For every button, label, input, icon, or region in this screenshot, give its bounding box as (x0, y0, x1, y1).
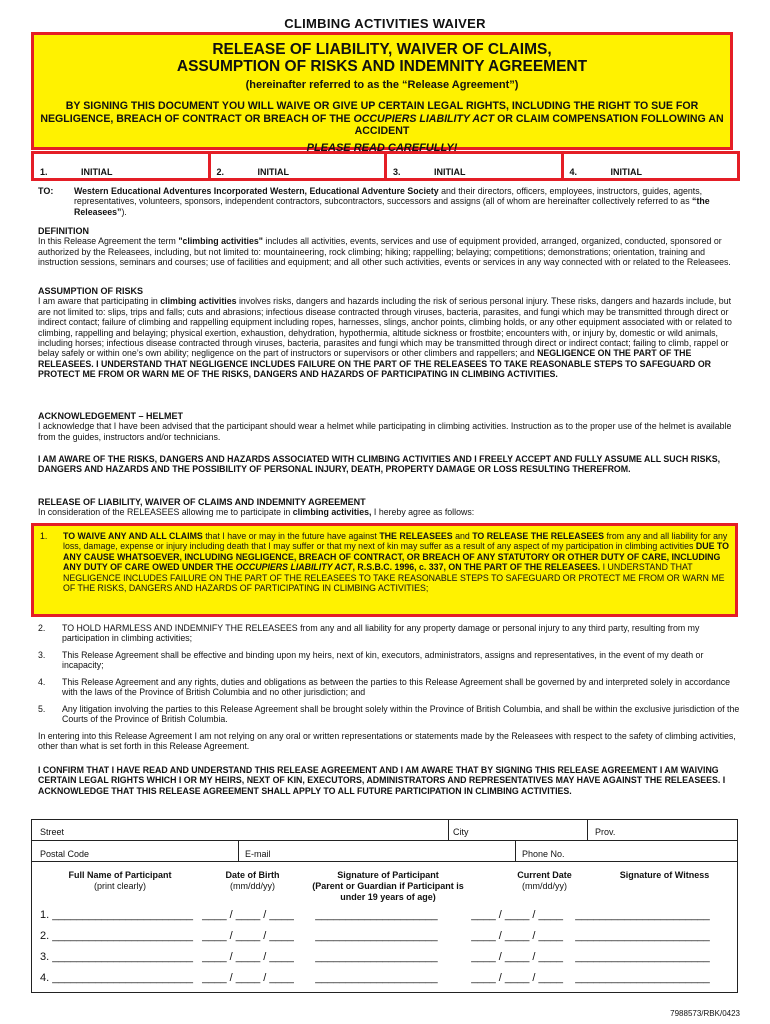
row-number: 1. (40, 909, 50, 921)
waiver-clause-box (31, 523, 738, 617)
divider (238, 841, 239, 861)
participant-row-4[interactable]: 4. _______________________ ____ / ____ / ____ ____________________ ____ / ____ / ____ ______________________ (40, 972, 710, 984)
warning-text-b: OR CLAIM COMPENSATION FOLLOWING AN ACCIDENT (354, 112, 724, 137)
participant-row-3[interactable]: 3. _______________________ ____ / ____ / ____ ____________________ ____ / ____ / ____ ______________________ (40, 951, 710, 963)
warning-text-a: BY SIGNING THIS DOCUMENT YOU WILL WAIVE OR GIVE UP CERTAIN LEGAL RIGHTS, INCLUDING THE RIGHT TO SUE FOR NEGLIGENCE, BREACH OF CONTRACT OR BREACH OF THE (40, 100, 699, 125)
clause-number: 1. (40, 531, 48, 541)
assumption-text (38, 296, 744, 379)
clause-number: 2. (38, 623, 46, 633)
clause-number: 4. (38, 677, 46, 687)
column-current-date (492, 870, 597, 892)
initial-label: INITIAL (434, 167, 466, 177)
definition-text-b: includes all activities, events, services and use of equipment provided, arranged, organized, conducted, sponsored or authorized by the Releasees, including, but not limited to: mountaineering, rock climbing; hiking; rappelling; belaying; competitions; demonstrations; orientation, training and instruction sessions, seminars and courses; use of facilities and equipment; and all other such activities, events or services in any way connected with or related to the Releasees. (38, 236, 731, 268)
initial-box-2[interactable] (208, 151, 388, 181)
clause1-part: TO WAIVE ANY AND ALL CLAIMS (63, 531, 203, 541)
street-field[interactable]: Street (40, 827, 65, 837)
release-intro-a: In consideration of the RELEASEES allowing me to participate in (38, 507, 293, 518)
clause1-part: , R.S.B.C. 1996, c. 337, ON THE PART OF THE RELEASEES. (352, 562, 601, 573)
initial-label: INITIAL (81, 167, 113, 177)
definition-heading: DEFINITION (38, 226, 89, 236)
release-heading-line2: ASSUMPTION OF RISKS AND INDEMNITY AGREEMENT (176, 58, 588, 75)
participant-table (31, 861, 738, 993)
to-label: TO: (38, 186, 54, 196)
column-name (40, 870, 200, 892)
column-dob-sub: (mm/dd/yy) (230, 881, 275, 891)
participant-row-1[interactable]: 1. _______________________ ____ / ____ / ____ ____________________ ____ / ____ / ____ ______________________ (40, 909, 710, 921)
releasees-term: “the Releasees” (74, 196, 710, 217)
initial-number: 3. (393, 167, 401, 177)
initial-label: INITIAL (257, 167, 289, 177)
releasees-text: and their directors, officers, employees, instructors, guides, agents, representatives, volunteers, sponsors, independent contractors, subcontractors, successors and assigns (all of whom are hereinafter collectively referred to as (74, 186, 703, 207)
assumption-section (38, 286, 744, 380)
clause-2 (38, 623, 744, 644)
clause-4 (38, 677, 744, 698)
assumption-text-a: I am aware that participating in (38, 296, 161, 307)
definition-text (38, 236, 744, 267)
clause-text: This Release Agreement shall be effective and binding upon my heirs, next of kin, executors, administrators, assigns and representatives, in the event of my death or incapacity; (62, 650, 704, 671)
initial-label: INITIAL (610, 167, 642, 177)
column-signature-label: Signature of Participant (337, 870, 439, 880)
confirmation-statement: I CONFIRM THAT I HAVE READ AND UNDERSTAND THIS RELEASE AGREEMENT AND I AM AWARE THAT BY SIGNING THIS RELEASE AGREEMENT I AM WAIVING CERTAIN LEGAL RIGHTS WHICH I OR MY HEIRS, NEXT OF KIN, EXECUTORS, ADMINISTRATORS AND REPRESENTATIVES MAY HAVE AGAINST THE RELEASEES. I ACKNOWLEDGE THAT THIS RELEASE AGREEMENT SHALL APPLY TO ALL FUTURE PARTICIPATION IN CLIMBING ACTIVITIES. (38, 765, 726, 796)
helmet-heading: ACKNOWLEDGEMENT – HELMET (38, 411, 183, 421)
definition-text-a: In this Release Agreement the term (38, 236, 179, 247)
clause1-part: from any and all liability for any loss, damage, expense or injury including death that I may suffer or that my next of kin may suffer as a result of any aspect of my participation in climbing activities (63, 531, 728, 552)
form-code: 7988573/RBK/0423 (670, 1009, 740, 1018)
reliance-statement: In entering into this Release Agreement I am not relying on any oral or written representations or statements made by the Releasees with respect to the safety of climbing activities, other than what is set forth in this Release Agreement. (38, 731, 736, 752)
helmet-section (38, 411, 744, 442)
column-dob (200, 870, 305, 892)
release-heading (34, 41, 730, 75)
risk-acceptance-statement: I AM AWARE OF THE RISKS, DANGERS AND HAZARDS ASSOCIATED WITH CLIMBING ACTIVITIES AND I FREELY ACCEPT AND FULLY ASSUME ALL SUCH RISKS, DANGERS AND HAZARDS AND THE POSSIBILITY OF PERSONAL INJURY, DEATH, PROPERTY DAMAGE OR LOSS RESULTING THEREFROM. (38, 454, 721, 475)
row-number: 4. (40, 972, 50, 984)
column-witness (602, 870, 727, 881)
clause-text: Any litigation involving the parties to this Release Agreement shall be brought solely within the Province of British Columbia, and shall be within the exclusive jurisdiction of the Courts of the Province of British Columbia. (62, 704, 740, 725)
release-intro-b: I hereby agree as follows: (371, 507, 475, 518)
definition-section (38, 226, 744, 268)
organization-name: Western Educational Adventures Incorporated Western, Educational Adventure Society (74, 186, 439, 196)
column-name-label: Full Name of Participant (68, 870, 172, 880)
release-section (38, 497, 744, 518)
clause-text: This Release Agreement and any rights, duties and obligations as between the parties to this Release Agreement shall be governed by and interpreted solely in accordance with the laws of the Province of British Columbia and no other jurisdiction; and (62, 677, 730, 698)
releasees-end: ). (121, 206, 127, 217)
clause-number: 5. (38, 704, 46, 714)
assumption-text-b: involves risks, dangers and hazards including the risk of serious personal injury. These risks, dangers and hazards include, but are not limited to: slips, trips and falls; cuts and abrasions; infectious disease contracted through viruses, bacteria, parasites, and fungi which may be transmitted through direct or indirect contact; failure of climbing and rappelling equipment including ropes, harnesses, slings, anchor points, climbing holds, or any other equipment associated with or related to climbing, rappelling and belaying; physical exertion, exhaustion, dehydration, hypothermia, altitude sickness or frostbite; encounters with, or injury by, domestic or wild animals, including horses; infectious disease contracted through viruses, bacteria, parasites and fungi which may be transmitted through direct or indirect contact; failing to climb, rappel or belay safely or within one’s own ability; negligence on the part of instructors or supervisors or other climbers and rappellers; and (38, 296, 732, 359)
participant-row-2[interactable]: 2. _______________________ ____ / ____ / ____ ____________________ ____ / ____ / ____ ______________________ (40, 930, 710, 942)
divider (448, 820, 449, 840)
clause-number: 3. (38, 650, 46, 660)
legal-rights-warning (38, 100, 726, 138)
clause1-part: that I have or may in the future have against (202, 531, 380, 541)
initial-box-3[interactable] (384, 151, 564, 181)
clause-3 (38, 650, 744, 671)
divider (515, 841, 516, 861)
releasees-definition (74, 186, 744, 217)
row-number: 3. (40, 951, 50, 963)
initial-number: 1. (40, 167, 48, 177)
province-field[interactable]: Prov. (595, 827, 616, 837)
column-signature (304, 870, 472, 903)
assumption-term: climbing activities (160, 296, 237, 307)
initial-number: 2. (216, 167, 225, 177)
initial-number: 4. (569, 167, 578, 177)
release-heading-text: RELEASE OF LIABILITY, WAIVER OF CLAIMS AND INDEMNITY AGREEMENT (38, 497, 366, 507)
initials-row (31, 151, 737, 181)
divider (587, 820, 588, 840)
column-name-sub: (print clearly) (93, 881, 146, 891)
phone-field[interactable]: Phone No. (522, 849, 565, 859)
warning-act-name: OCCUPIERS LIABILITY ACT (353, 112, 495, 125)
postal-code-field[interactable]: Postal Code (40, 849, 90, 859)
clause-text: TO HOLD HARMLESS AND INDEMNIFY THE RELEASEES from any and all liability for any property damage or personal injury to any third party, resulting from my participation in climbing activities; (62, 623, 700, 644)
email-field[interactable]: E-mail (245, 849, 271, 859)
release-intro-term: climbing activities, (292, 507, 372, 518)
release-subheading: (hereinafter referred to as the “Release Agreement”) (245, 79, 519, 91)
initial-box-1[interactable] (31, 151, 211, 181)
clause1-act-name: OCCUPIERS LIABILITY ACT (235, 562, 353, 573)
release-heading-line1: RELEASE OF LIABILITY, WAIVER OF CLAIMS, (212, 41, 552, 58)
row-number: 2. (40, 930, 50, 942)
column-date-sub: (mm/dd/yy) (522, 881, 567, 891)
helmet-text: I acknowledge that I have been advised that the participant should wear a helmet while participating in climbing activities. Instruction as to the proper use of the helmet is available from the guides, instructors and/or technicians. (38, 421, 732, 442)
release-heading-box (31, 32, 733, 154)
document-title: CLIMBING ACTIVITIES WAIVER (284, 16, 486, 31)
clause1-part: and (452, 531, 473, 541)
city-field[interactable]: City (453, 827, 469, 837)
clause1-part: DUE TO ANY CAUSE WHATSOEVER, INCLUDING NEGLIGENCE, BREACH OF CONTRACT, OR BREACH OF ANY STATUTORY OR OTHER DUTY OF CARE, INCLUDING ANY DUTY OF CARE OWED UNDER THE (63, 541, 729, 573)
initial-box-4[interactable] (561, 151, 741, 181)
read-carefully-notice: PLEASE READ CAREFULLY! (306, 141, 458, 154)
clause1-part: TO RELEASE THE RELEASEES (472, 531, 605, 541)
negligence-statement: NEGLIGENCE ON THE PART OF THE RELEASEES. I UNDERSTAND THAT NEGLIGENCE INCLUDES FAILURE ON THE PART OF THE RELEASEES TO TAKE REASONABLE STEPS TO SAFEGUARD OR PROTECT ME FROM OR WARN ME OF THE RISKS, DANGERS AND HAZARDS OF PARTICIPATING IN CLIMBING ACTIVITIES. (38, 348, 712, 380)
contact-row (31, 840, 738, 862)
waiver-clause-text (63, 531, 729, 593)
column-date-label: Current Date (517, 870, 572, 880)
clause-5 (38, 704, 744, 725)
definition-term: "climbing activities" (178, 236, 263, 247)
release-intro (38, 507, 744, 517)
column-dob-label: Date of Birth (225, 870, 280, 880)
assumption-heading: ASSUMPTION OF RISKS (38, 286, 144, 296)
column-witness-label: Signature of Witness (619, 870, 710, 880)
clause1-part: I UNDERSTAND THAT NEGLIGENCE INCLUDES FAILURE ON THE PART OF THE RELEASEES TO TAKE REASONABLE STEPS TO SAFEGUARD OR PROTECT ME FROM OR WARN ME OF THE RISKS, DANGERS AND HAZARDS OF PARTICIPATING IN CLIMBING ACTIVITIES; (63, 562, 725, 594)
address-row (31, 819, 738, 841)
column-signature-sub: (Parent or Guardian if Participant is under 19 years of age) (312, 881, 464, 902)
clause1-part: THE RELEASEES (379, 531, 453, 541)
